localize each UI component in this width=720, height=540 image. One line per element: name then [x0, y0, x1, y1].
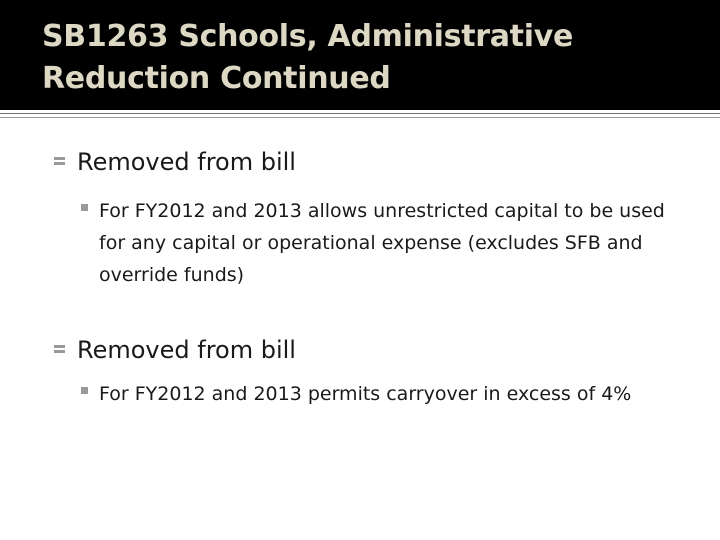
- sub-bullet-text-1: For FY2012 and 2013 allows unrestricted capital to be used for any capital or operational expense (excludes SFB and override funds): [99, 200, 665, 286]
- square-bullet-icon: [81, 387, 88, 394]
- bullet-heading-2: Removed from bill: [77, 336, 296, 364]
- double-bar-icon: [54, 344, 65, 355]
- double-bar-icon: [54, 156, 65, 167]
- square-bullet-icon: [81, 204, 88, 211]
- slide-title-line-2: Reduction Continued: [42, 61, 391, 96]
- bullet-heading-1: Removed from bill: [77, 148, 296, 176]
- sub-bullet-text-2: For FY2012 and 2013 permits carryover in excess of 4%: [99, 383, 632, 405]
- bullet-item-1: [54, 145, 296, 179]
- sub-bullet-item-1: [81, 195, 696, 291]
- bullet-item-2: [54, 333, 296, 367]
- sub-bullet-item-2: [81, 378, 696, 410]
- slide-title-line-1: SB1263 Schools, Administrative: [42, 19, 574, 54]
